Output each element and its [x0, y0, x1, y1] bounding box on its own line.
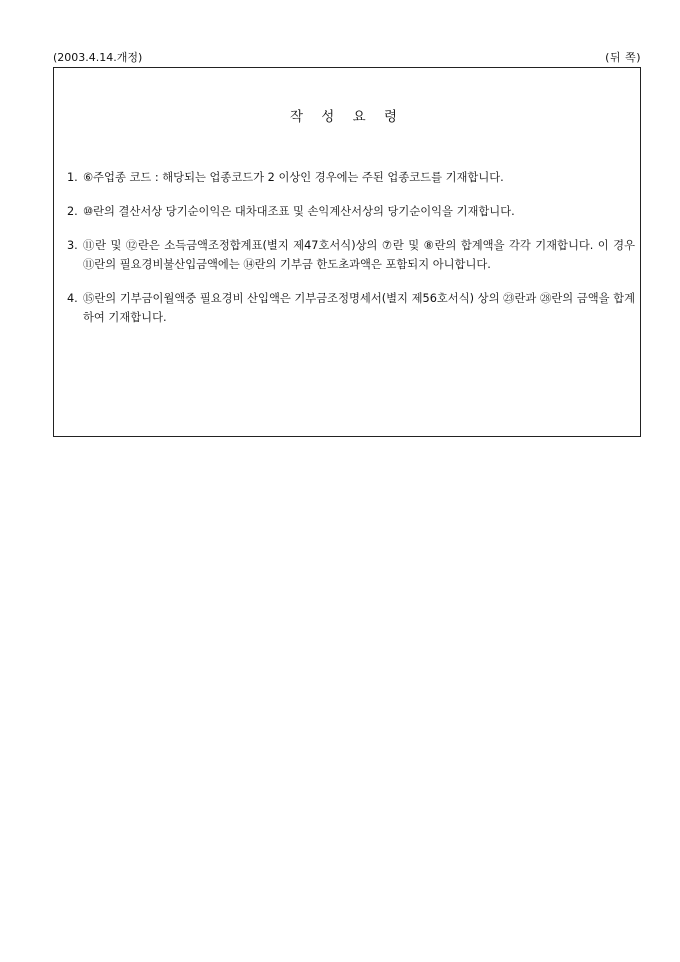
instructions-list	[67, 168, 635, 327]
instruction-number: 1.	[67, 171, 78, 184]
instruction-item	[67, 236, 635, 274]
instruction-item	[67, 202, 635, 221]
instruction-item	[67, 289, 635, 327]
instructions-box	[53, 67, 641, 437]
instruction-item	[67, 168, 635, 187]
instruction-text: ⑩란의 결산서상 당기순이익은 대차대조표 및 손익계산서상의 당기순이익을 기재합니다.	[83, 205, 515, 218]
instruction-text: ⑮란의 기부금이월액중 필요경비 산입액은 기부금조정명세서(별지 제56호서식) 상의 ㉓란과 ㉘란의 금액을 합계하여 기재합니다.	[83, 292, 635, 324]
page-side-label: (뒤 쪽)	[605, 51, 641, 64]
revision-date: (2003.4.14.개정)	[53, 51, 143, 64]
instruction-number: 2.	[67, 205, 78, 218]
instruction-number: 3.	[67, 239, 78, 252]
instruction-text: ⑥주업종 코드 : 해당되는 업종코드가 2 이상인 경우에는 주된 업종코드를 기재합니다.	[83, 171, 504, 184]
instruction-number: 4.	[67, 292, 78, 305]
instructions-title: 작 성 요 령	[289, 109, 405, 125]
instruction-text: ⑪란 및 ⑫란은 소득금액조정합계표(별지 제47호서식)상의 ⑦란 및 ⑧란의 합계액을 각각 기재합니다. 이 경우 ⑪란의 필요경비불산입금액에는 ⑭란의 기부금 한도초과액은 포함되지 아니합니다.	[83, 239, 635, 271]
page-header	[53, 50, 641, 66]
